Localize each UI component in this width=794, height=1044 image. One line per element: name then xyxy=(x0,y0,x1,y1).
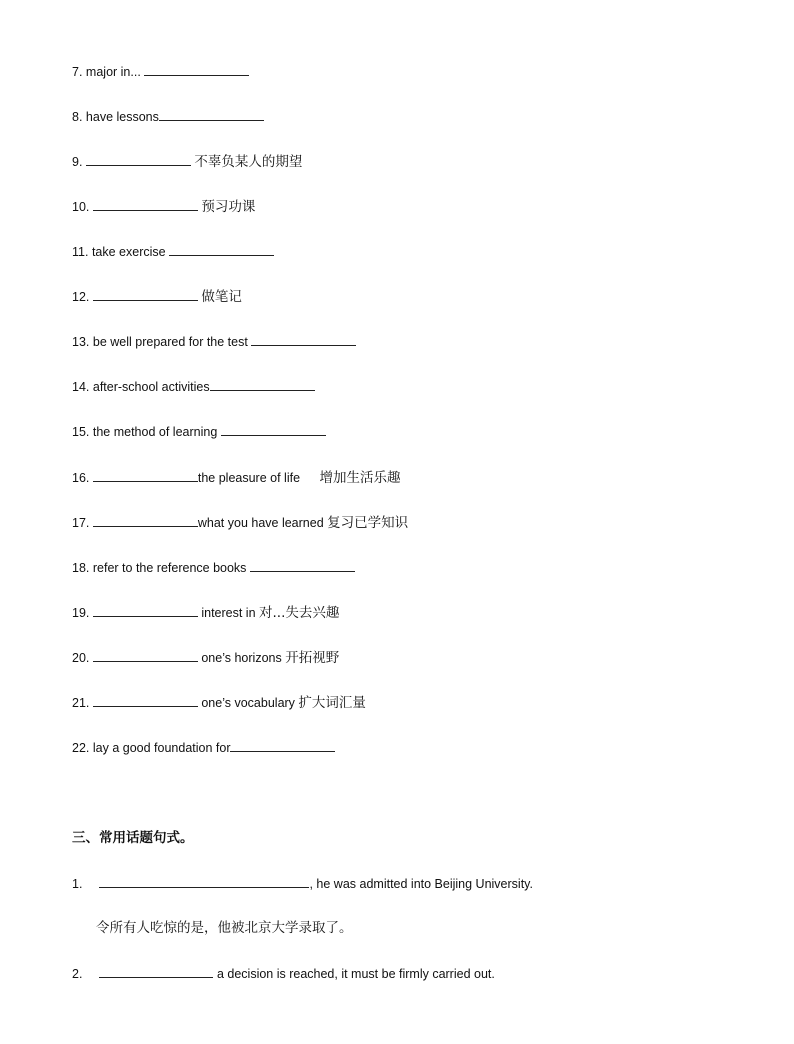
chinese-hint: 复习已学知识 xyxy=(327,515,409,531)
answer-blank[interactable] xyxy=(210,379,315,391)
item-number: 10. xyxy=(72,200,90,214)
chinese-hint: 做笔记 xyxy=(201,289,242,305)
exercise-item xyxy=(72,515,408,531)
item-text: a decision is reached, it must be firmly carried out. xyxy=(213,967,495,981)
item-number: 21. xyxy=(72,696,90,710)
chinese-hint: 扩大词汇量 xyxy=(298,695,366,711)
answer-blank[interactable] xyxy=(93,199,198,211)
item-number: 9. xyxy=(72,155,83,169)
item-number: 2. xyxy=(72,967,83,981)
item-text: refer to the reference books xyxy=(92,561,250,575)
answer-blank[interactable] xyxy=(251,334,356,346)
item-number: 8. xyxy=(72,110,83,124)
item-number: 22. xyxy=(72,741,90,755)
sentence-item xyxy=(72,966,495,982)
chinese-hint: 增加生活乐趣 xyxy=(319,470,401,486)
exercise-item xyxy=(72,334,356,350)
answer-blank[interactable] xyxy=(93,695,198,707)
exercise-item xyxy=(72,470,401,486)
exercise-item xyxy=(72,424,326,440)
item-number: 16. xyxy=(72,471,90,485)
answer-blank[interactable] xyxy=(169,244,274,256)
item-number: 7. xyxy=(72,65,83,79)
item-text: take exercise xyxy=(91,245,170,259)
chinese-hint: 开拓视野 xyxy=(285,650,340,666)
section-heading: 三、常用话题句式。 xyxy=(72,830,194,846)
answer-blank[interactable] xyxy=(250,560,355,572)
exercise-item xyxy=(72,379,315,395)
answer-blank[interactable] xyxy=(93,605,198,617)
chinese-hint: 不辜负某人的期望 xyxy=(194,154,303,170)
exercise-item xyxy=(72,695,366,711)
item-text: the method of learning xyxy=(92,425,221,439)
exercise-item xyxy=(72,740,335,756)
item-text: the pleasure of life xyxy=(197,471,301,485)
answer-blank[interactable] xyxy=(99,876,309,888)
exercise-item xyxy=(72,650,339,666)
exercise-item xyxy=(72,560,355,576)
item-number: 12. xyxy=(72,290,90,304)
item-text: interest in xyxy=(197,606,260,620)
item-text: one’s horizons xyxy=(197,651,286,665)
item-text: be well prepared for the test xyxy=(92,335,252,349)
item-text: what you have learned xyxy=(197,516,328,530)
exercise-item xyxy=(72,199,255,215)
answer-blank[interactable] xyxy=(144,64,249,76)
answer-blank[interactable] xyxy=(230,740,335,752)
item-number: 1. xyxy=(72,877,83,891)
answer-blank[interactable] xyxy=(93,650,198,662)
answer-blank[interactable] xyxy=(93,289,198,301)
item-text: have lessons xyxy=(85,110,159,124)
item-text: after-school activities xyxy=(92,380,210,394)
answer-blank[interactable] xyxy=(159,109,264,121)
item-number: 13. xyxy=(72,335,90,349)
chinese-translation: 令所有人吃惊的是，他被北京大学录取了。 xyxy=(96,920,353,936)
item-text: one’s vocabulary xyxy=(197,696,299,710)
item-number: 15. xyxy=(72,425,90,439)
item-number: 18. xyxy=(72,561,90,575)
exercise-item xyxy=(72,64,249,80)
item-number: 19. xyxy=(72,606,90,620)
answer-blank[interactable] xyxy=(93,515,198,527)
item-text: , he was admitted into Beijing University. xyxy=(309,877,533,891)
exercise-item xyxy=(72,289,242,305)
exercise-item xyxy=(72,244,274,260)
item-number: 17. xyxy=(72,516,90,530)
exercise-item xyxy=(72,605,339,621)
answer-blank[interactable] xyxy=(93,470,198,482)
exercise-item xyxy=(72,154,302,170)
answer-blank[interactable] xyxy=(221,424,326,436)
answer-blank[interactable] xyxy=(86,154,191,166)
item-number: 14. xyxy=(72,380,90,394)
exercise-item xyxy=(72,109,264,125)
chinese-hint: 对...失去兴趣 xyxy=(259,605,340,621)
answer-blank[interactable] xyxy=(99,966,213,978)
item-number: 11. xyxy=(72,245,89,259)
sentence-item xyxy=(72,876,533,892)
item-text: lay a good foundation for xyxy=(92,741,231,755)
chinese-hint: 预习功课 xyxy=(201,199,256,215)
item-text: major in... xyxy=(85,65,145,79)
item-number: 20. xyxy=(72,651,90,665)
